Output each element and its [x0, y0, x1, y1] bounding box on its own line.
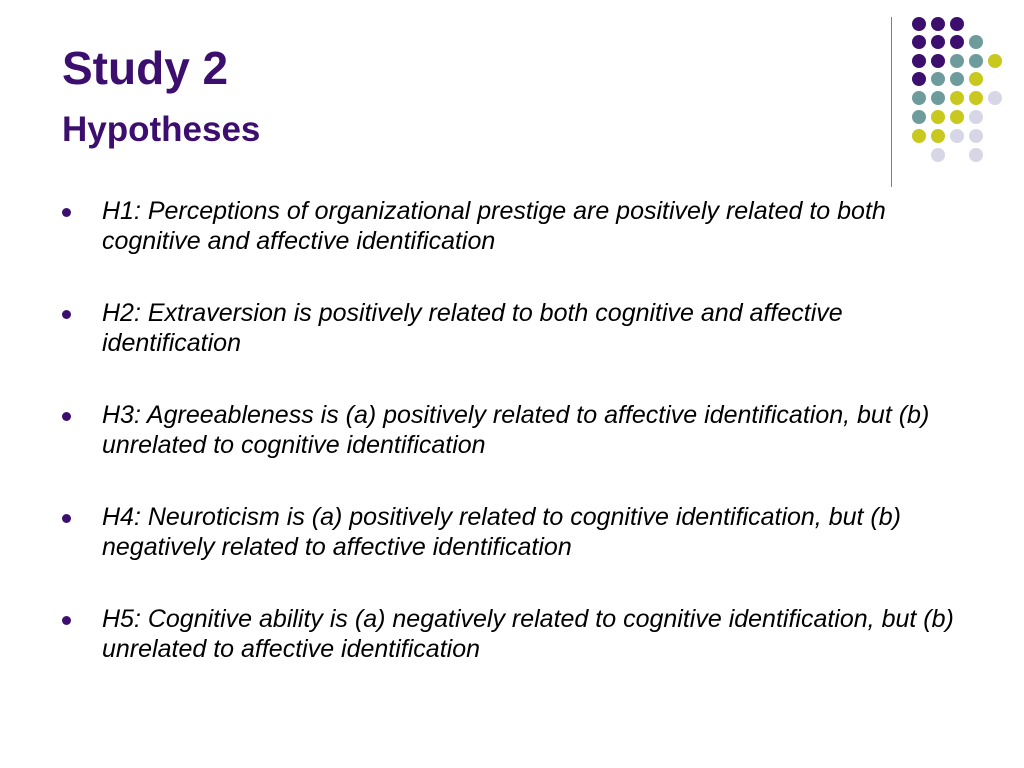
pattern-dot: [988, 91, 1002, 105]
pattern-dot: [931, 110, 945, 124]
pattern-dot: [912, 54, 926, 68]
pattern-dot: [969, 129, 983, 143]
pattern-dot: [969, 35, 983, 49]
pattern-dot: [950, 110, 964, 124]
pattern-dot: [988, 54, 1002, 68]
bullet-icon: [62, 208, 71, 217]
pattern-dot: [912, 17, 926, 31]
slide-subtitle: Hypotheses: [62, 110, 261, 149]
title-divider-line: [891, 17, 892, 187]
pattern-dot: [912, 72, 926, 86]
pattern-dot: [931, 54, 945, 68]
pattern-dot: [950, 17, 964, 31]
pattern-dot: [950, 72, 964, 86]
pattern-dot: [969, 72, 983, 86]
pattern-dot: [969, 148, 983, 162]
hypothesis-text: H4: Neuroticism is (a) positively related to cognitive identification, but (b) negatively related to affective identification: [102, 503, 901, 561]
pattern-dot: [950, 35, 964, 49]
pattern-dot: [969, 91, 983, 105]
bullet-icon: [62, 310, 71, 319]
hypothesis-h1: [62, 196, 982, 256]
hypothesis-text: H3: Agreeableness is (a) positively related to affective identification, but (b) unrelated to cognitive identification: [102, 401, 930, 459]
pattern-dot: [912, 110, 926, 124]
pattern-dot: [969, 54, 983, 68]
pattern-dot: [931, 129, 945, 143]
bullet-icon: [62, 412, 71, 421]
hypothesis-h5: [62, 604, 982, 664]
pattern-dot: [931, 91, 945, 105]
pattern-dot: [931, 17, 945, 31]
pattern-dot: [912, 35, 926, 49]
pattern-dot: [931, 35, 945, 49]
pattern-dot: [931, 72, 945, 86]
hypothesis-h2: [62, 298, 982, 358]
pattern-dot: [969, 110, 983, 124]
pattern-dot: [912, 91, 926, 105]
slide-title: Study 2: [62, 42, 229, 94]
pattern-dot: [950, 54, 964, 68]
bullet-icon: [62, 616, 71, 625]
hypothesis-text: H5: Cognitive ability is (a) negatively related to cognitive identification, but (b) unrelated to affective identification: [102, 605, 954, 663]
hypothesis-h3: [62, 400, 982, 460]
hypothesis-h4: [62, 502, 982, 562]
pattern-dot: [912, 129, 926, 143]
pattern-dot: [931, 148, 945, 162]
hypotheses-list: [62, 196, 982, 706]
hypothesis-text: H1: Perceptions of organizational prestige are positively related to both cognitive and affective identification: [102, 197, 886, 255]
pattern-dot: [950, 91, 964, 105]
bullet-icon: [62, 514, 71, 523]
hypothesis-text: H2: Extraversion is positively related to both cognitive and affective identification: [102, 299, 843, 357]
pattern-dot: [950, 129, 964, 143]
